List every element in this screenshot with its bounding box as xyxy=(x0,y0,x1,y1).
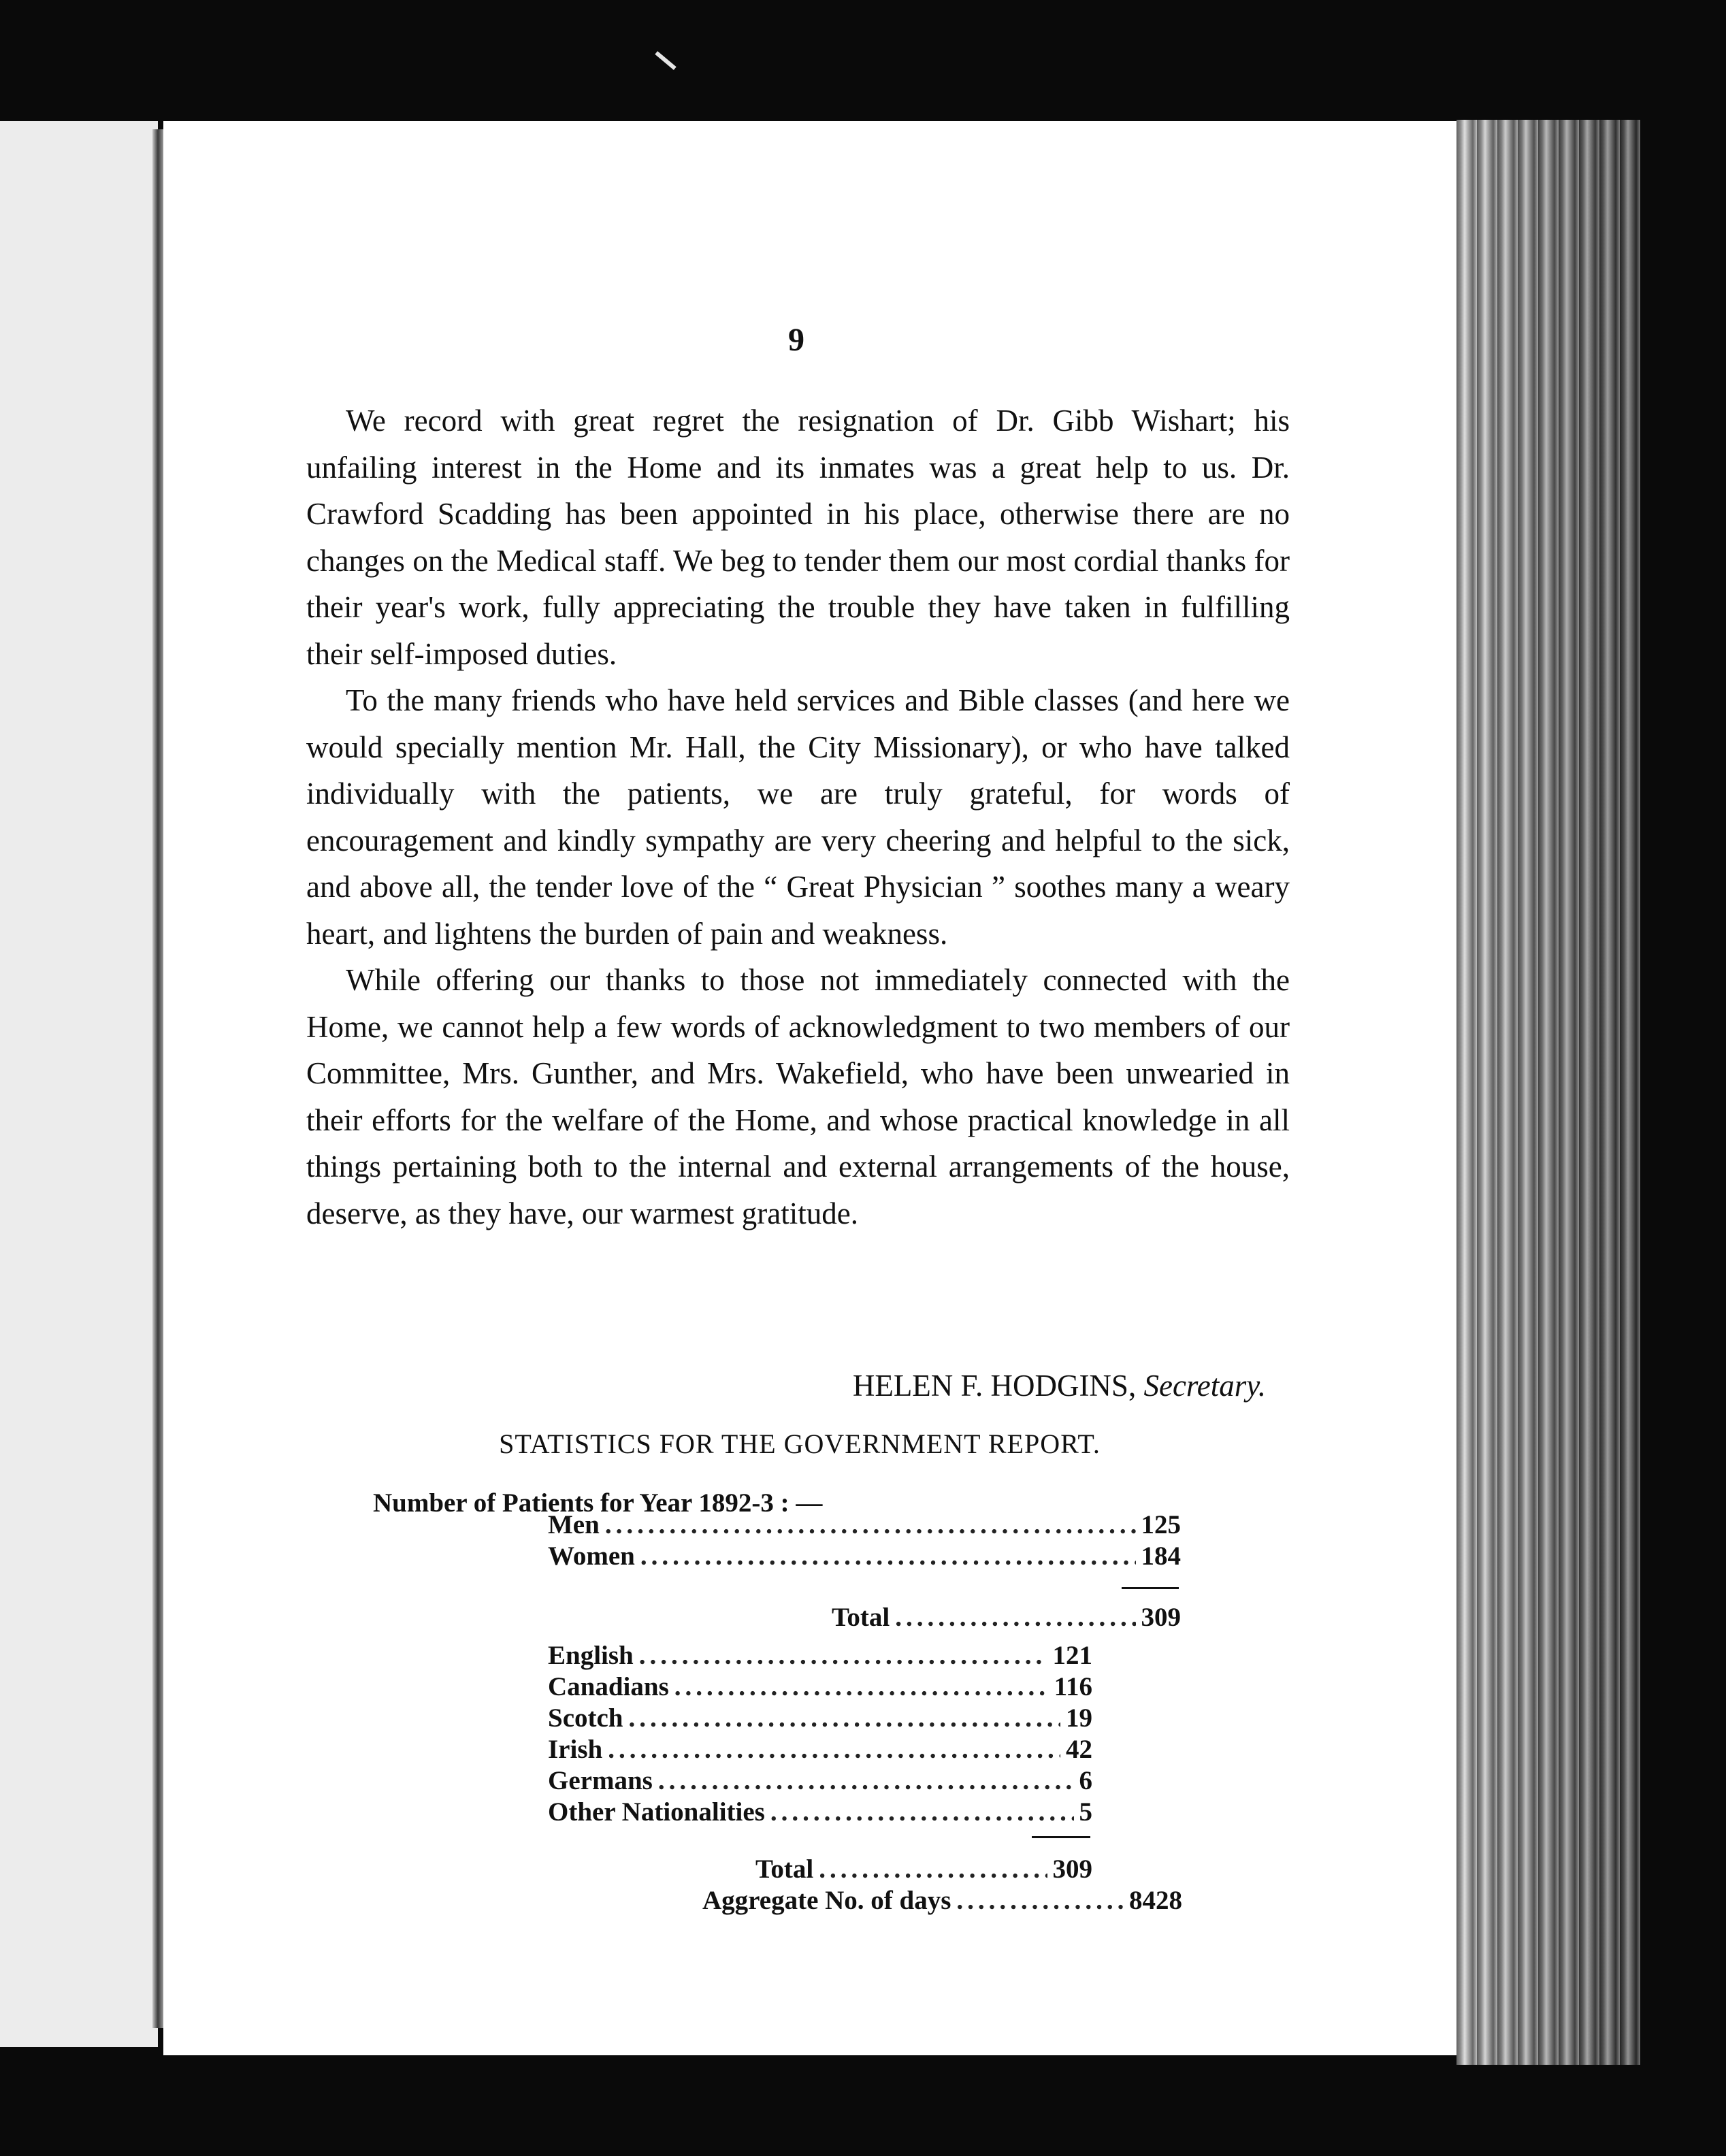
signature-name: HELEN F. HODGINS, xyxy=(852,1369,1137,1403)
stat-row xyxy=(548,1797,1092,1827)
stat-total-row xyxy=(832,1602,1181,1632)
stat-aggregate-row xyxy=(702,1885,1182,1915)
stat-value: 42 xyxy=(1066,1735,1092,1764)
stat-total-row xyxy=(755,1854,1092,1884)
stat-label: Total xyxy=(755,1855,814,1884)
signature-role: Secretary. xyxy=(1143,1369,1266,1403)
stat-row xyxy=(548,1541,1181,1571)
stat-label: Germans xyxy=(548,1766,653,1795)
book-gutter xyxy=(152,129,163,2028)
statistics-title: STATISTICS FOR THE GOVERNMENT REPORT. xyxy=(499,1428,1101,1459)
stat-label: Total xyxy=(832,1603,890,1632)
left-page-edge xyxy=(0,121,158,2047)
stat-row xyxy=(548,1671,1092,1701)
page-number: 9 xyxy=(788,322,804,358)
stat-value: 5 xyxy=(1079,1797,1092,1827)
stat-label: Women xyxy=(548,1541,635,1571)
sum-rule xyxy=(1032,1836,1090,1838)
report-body xyxy=(306,397,1290,1237)
paragraph-friends: To the many friends who have held services and Bible classes (and here we would specially mention Mr. Hall, the City Missionary), or who have talked individually with the patients, we are truly grateful, for words of encouragement and kindly sympathy are very cheering and helpful to the sick, and above all, the tender love of the “ Great Physician ” soothes many a weary heart, and lightens the burden of pain and weakness. xyxy=(306,683,1290,951)
stat-row xyxy=(548,1509,1181,1539)
stat-label: English xyxy=(548,1641,634,1670)
stat-value: 125 xyxy=(1141,1510,1181,1539)
stat-value: 6 xyxy=(1079,1766,1092,1795)
stat-row xyxy=(548,1703,1092,1733)
stat-row xyxy=(548,1765,1092,1795)
stat-label: Irish xyxy=(548,1735,603,1764)
stat-row xyxy=(548,1640,1092,1670)
stat-value: 309 xyxy=(1052,1855,1092,1884)
stat-label: Canadians xyxy=(548,1672,669,1701)
stat-value: 309 xyxy=(1141,1603,1181,1632)
paragraph-committee: While offering our thanks to those not immediately connected with the Home, we cannot help a few words of acknowledgment to two members of our Committee, Mrs. Gunther, and Mrs. Wakefield, who have been unwearied in their efforts for the welfare of the Home, and whose practical knowledge in all things pertaining both to the internal and external arrangements of the house, deserve, as they have, our warmest gratitude. xyxy=(306,963,1290,1230)
stat-label: Other Nationalities xyxy=(548,1797,765,1827)
stat-value: 184 xyxy=(1141,1541,1181,1571)
scan-mark xyxy=(655,51,676,70)
statistics-intro: Number of Patients for Year 1892-3 : — xyxy=(373,1488,823,1518)
stat-value: 8428 xyxy=(1129,1886,1182,1915)
paragraph-medical-staff: We record with great regret the resignation of Dr. Gibb Wishart; his unfailing interest in the Home and its inmates was a great help to us. Dr. Crawford Scadding has been appointed in his place, otherwise there are no changes on the Medical staff. We beg to tender them our most cordial thanks for their year's work, fully appreciating the trouble they have taken in fulfilling their self-imposed duties. xyxy=(306,404,1290,671)
stat-value: 121 xyxy=(1052,1641,1092,1670)
book-page-edges xyxy=(1456,120,1640,2065)
stat-label: Men xyxy=(548,1510,600,1539)
sum-rule xyxy=(1122,1587,1179,1589)
stat-row xyxy=(548,1734,1092,1764)
stat-label: Aggregate No. of days xyxy=(702,1886,951,1915)
stat-value: 19 xyxy=(1066,1703,1092,1733)
stat-value: 116 xyxy=(1054,1672,1092,1701)
signature xyxy=(708,1368,1266,1403)
stat-label: Scotch xyxy=(548,1703,623,1733)
